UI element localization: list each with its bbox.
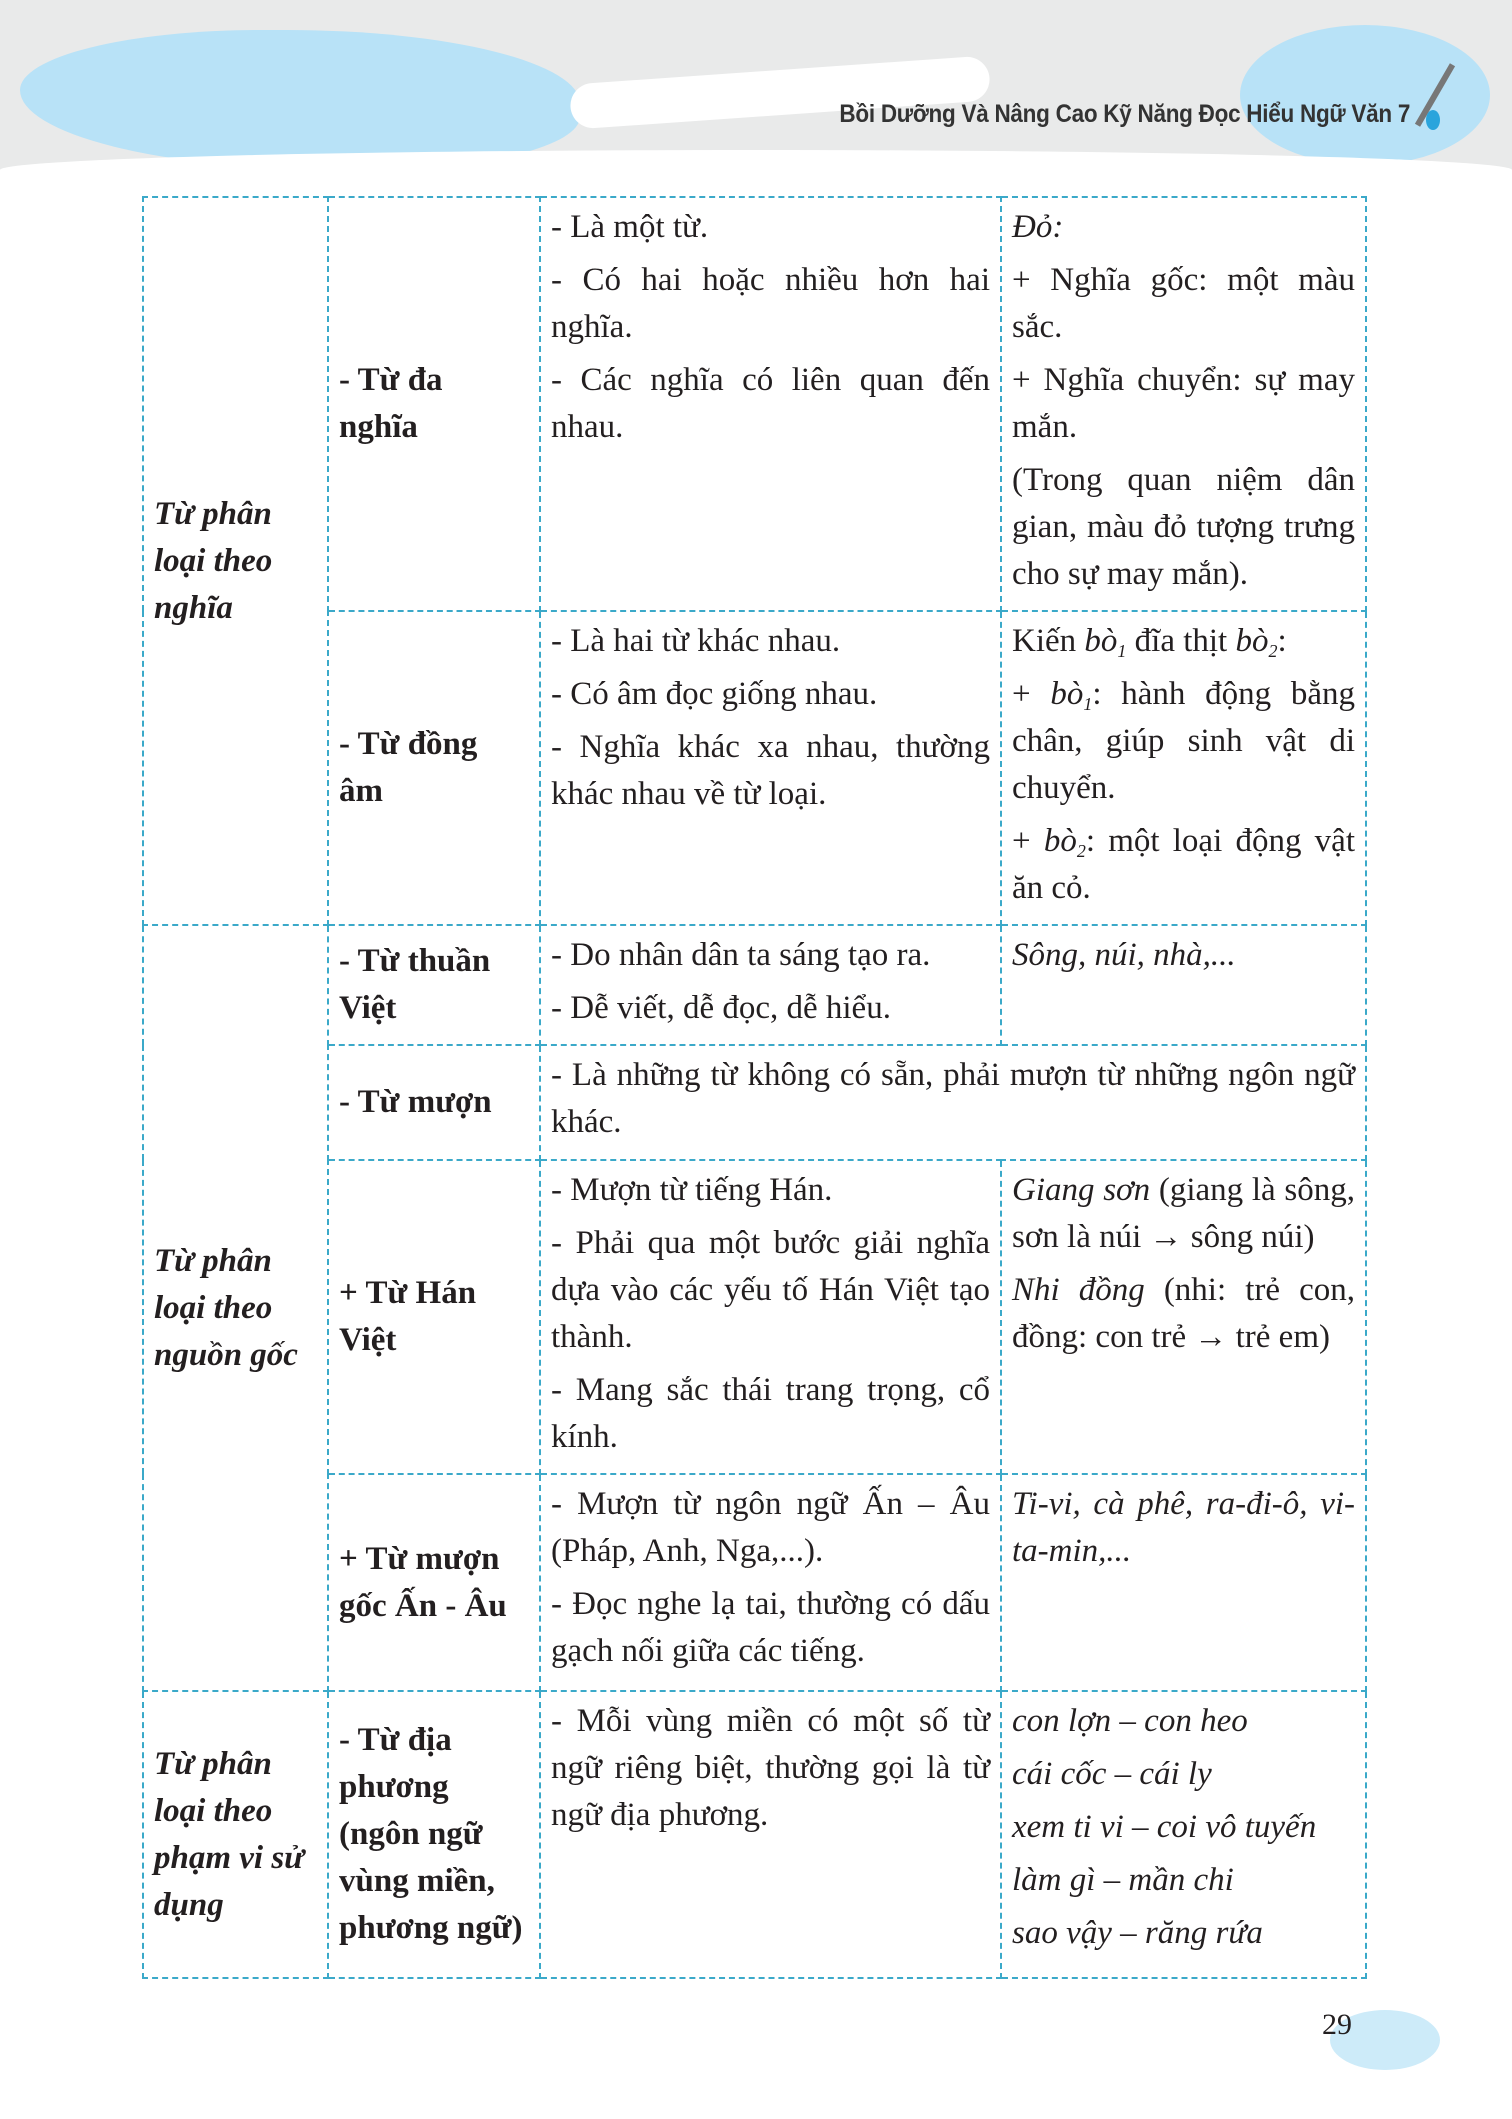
text-segment: - Phải qua một bước giải nghĩa dựa vào các yếu tố Hán Việt tạo thành. [551, 1225, 990, 1355]
definition-cell [540, 1160, 1001, 1474]
text-segment: - Có âm đọc giống nhau. [551, 676, 878, 712]
text-line [551, 985, 990, 1032]
text-segment: : [1277, 623, 1287, 659]
definition-cell [540, 925, 1001, 1045]
text-segment: - Là hai từ khác nhau. [551, 623, 841, 659]
text-line [1012, 1804, 1355, 1851]
text-segment: + Nghĩa chuyển: sự may mắn. [1012, 362, 1355, 445]
term-cell: + Từ mượn gốc Ấn - Âu [328, 1474, 540, 1691]
text-line [1012, 357, 1355, 451]
subscript: 1 [1083, 694, 1093, 714]
book-title: Bồi Dưỡng Và Nâng Cao Kỹ Năng Đọc Hiểu Ngữ Văn 7 [839, 100, 1410, 128]
definition-cell [540, 197, 1001, 611]
text-line [551, 257, 990, 351]
text-segment: - Dễ viết, dễ đọc, dễ hiểu. [551, 990, 891, 1026]
text-line [1012, 1698, 1355, 1745]
text-line [551, 932, 990, 979]
text-line [1012, 204, 1355, 251]
text-line [1012, 671, 1355, 812]
subscript: 1 [1117, 641, 1127, 661]
text-segment: (nhi: trẻ con, đồng: con trẻ → trẻ em) [1012, 1272, 1355, 1355]
text-segment: : một loại động vật ăn cỏ. [1012, 823, 1355, 906]
text-line [1012, 618, 1355, 665]
example-cell [1001, 925, 1366, 1045]
text-line [1012, 1481, 1355, 1575]
text-line [1012, 818, 1355, 912]
text-segment: Nhi đồng [1012, 1272, 1145, 1308]
term-cell: - Từ đồng âm [328, 611, 540, 925]
text-segment: - Nghĩa khác xa nhau, thường khác nhau về từ loại. [551, 729, 990, 812]
text-segment: Giang sơn [1012, 1172, 1151, 1208]
subscript: 2 [1076, 841, 1086, 861]
table-row [143, 925, 1366, 1045]
text-segment: bò [1084, 623, 1118, 659]
text-line [1012, 1910, 1355, 1957]
text-segment: bò [1235, 623, 1269, 659]
text-segment: - Là những từ không có sẵn, phải mượn từ những ngôn ngữ khác. [551, 1057, 1355, 1140]
text-line [551, 1698, 990, 1839]
text-segment: - Mượn từ tiếng Hán. [551, 1172, 833, 1208]
text-line [1012, 1167, 1355, 1261]
example-cell [1001, 611, 1366, 925]
text-line [551, 1167, 990, 1214]
text-segment: (Trong quan niệm dân gian, màu đỏ tượng trưng cho sự may mắn). [1012, 462, 1355, 592]
example-cell [1001, 197, 1366, 611]
text-segment: cái cốc – cái ly [1012, 1756, 1212, 1792]
text-line [1012, 1751, 1355, 1798]
text-line [551, 1052, 1355, 1146]
example-cell [1001, 1691, 1366, 1978]
text-line [551, 1220, 990, 1361]
text-line [1012, 257, 1355, 351]
text-segment: + [1012, 823, 1044, 859]
text-line [551, 671, 990, 718]
category-cell: Từ phân loại theo nghĩa [143, 197, 328, 925]
subscript: 2 [1268, 641, 1278, 661]
text-line [1012, 457, 1355, 598]
text-segment: + [1012, 676, 1051, 712]
table-row [143, 1691, 1366, 1978]
text-segment: - Mang sắc thái trang trọng, cổ kính. [551, 1372, 990, 1455]
text-segment: Đỏ: [1012, 209, 1064, 245]
term-cell: - Từ thuần Việt [328, 925, 540, 1045]
definition-cell [540, 1474, 1001, 1691]
text-segment: làm gì – mần chi [1012, 1862, 1234, 1898]
text-segment: - Đọc nghe lạ tai, thường có dấu gạch nối giữa các tiếng. [551, 1586, 990, 1669]
decorative-watercolor [1240, 25, 1490, 165]
text-line [551, 357, 990, 451]
text-line [551, 1581, 990, 1675]
definition-cell [540, 1045, 1366, 1160]
text-line [551, 724, 990, 818]
definition-cell [540, 1691, 1001, 1978]
text-segment: - Mỗi vùng miền có một số từ ngữ riêng biệt, thường gọi là từ ngữ địa phương. [551, 1703, 990, 1833]
text-segment: xem ti vi – coi vô tuyến [1012, 1809, 1317, 1845]
term-cell: - Từ địa phương (ngôn ngữ vùng miền, phương ngữ) [328, 1691, 540, 1978]
definition-cell [540, 611, 1001, 925]
paint-drop-icon [1426, 110, 1440, 130]
term-cell: - Từ mượn [328, 1045, 540, 1160]
category-cell: Từ phân loại theo phạm vi sử dụng [143, 1691, 328, 1978]
example-cell [1001, 1474, 1366, 1691]
text-segment: - Là một từ. [551, 209, 709, 245]
text-segment: bò [1043, 823, 1077, 859]
page-number: 29 [1322, 2008, 1352, 2041]
example-cell [1001, 1160, 1366, 1474]
text-segment: (giang là sông, sơn là núi → sông núi) [1012, 1172, 1355, 1255]
text-segment: Kiến [1012, 623, 1085, 659]
text-line [1012, 1857, 1355, 1904]
text-segment: : hành động bằng chân, giúp sinh vật di chuyển. [1012, 676, 1355, 806]
text-segment: - Do nhân dân ta sáng tạo ra. [551, 937, 931, 973]
text-segment: - Các nghĩa có liên quan đến nhau. [551, 362, 990, 445]
text-line [551, 1367, 990, 1461]
text-line [1012, 1267, 1355, 1361]
text-segment: + Nghĩa gốc: một màu sắc. [1012, 262, 1355, 345]
text-line [551, 618, 990, 665]
text-segment: Ti-vi, cà phê, ra-đi-ô, vi-ta-min,... [1012, 1486, 1355, 1569]
category-cell: Từ phân loại theo nguồn gốc [143, 925, 328, 1691]
text-segment: sao vậy – răng rứa [1012, 1915, 1263, 1951]
vocabulary-classification-table [142, 196, 1367, 1979]
text-line [1012, 932, 1355, 979]
term-cell: + Từ Hán Việt [328, 1160, 540, 1474]
page-header-banner [0, 0, 1512, 180]
text-line [551, 204, 990, 251]
table-row [143, 197, 1366, 611]
text-segment: - Mượn từ ngôn ngữ Ấn – Âu (Pháp, Anh, Nga,...). [551, 1486, 990, 1569]
text-line [551, 1481, 990, 1575]
term-cell: - Từ đa nghĩa [328, 197, 540, 611]
text-segment: Sông, núi, nhà,... [1012, 937, 1236, 973]
text-segment: đĩa thịt [1126, 623, 1236, 659]
text-segment: - Có hai hoặc nhiều hơn hai nghĩa. [551, 262, 990, 345]
decorative-watercolor [20, 30, 580, 170]
text-segment: bò [1050, 676, 1084, 712]
text-segment: con lợn – con heo [1012, 1703, 1248, 1739]
